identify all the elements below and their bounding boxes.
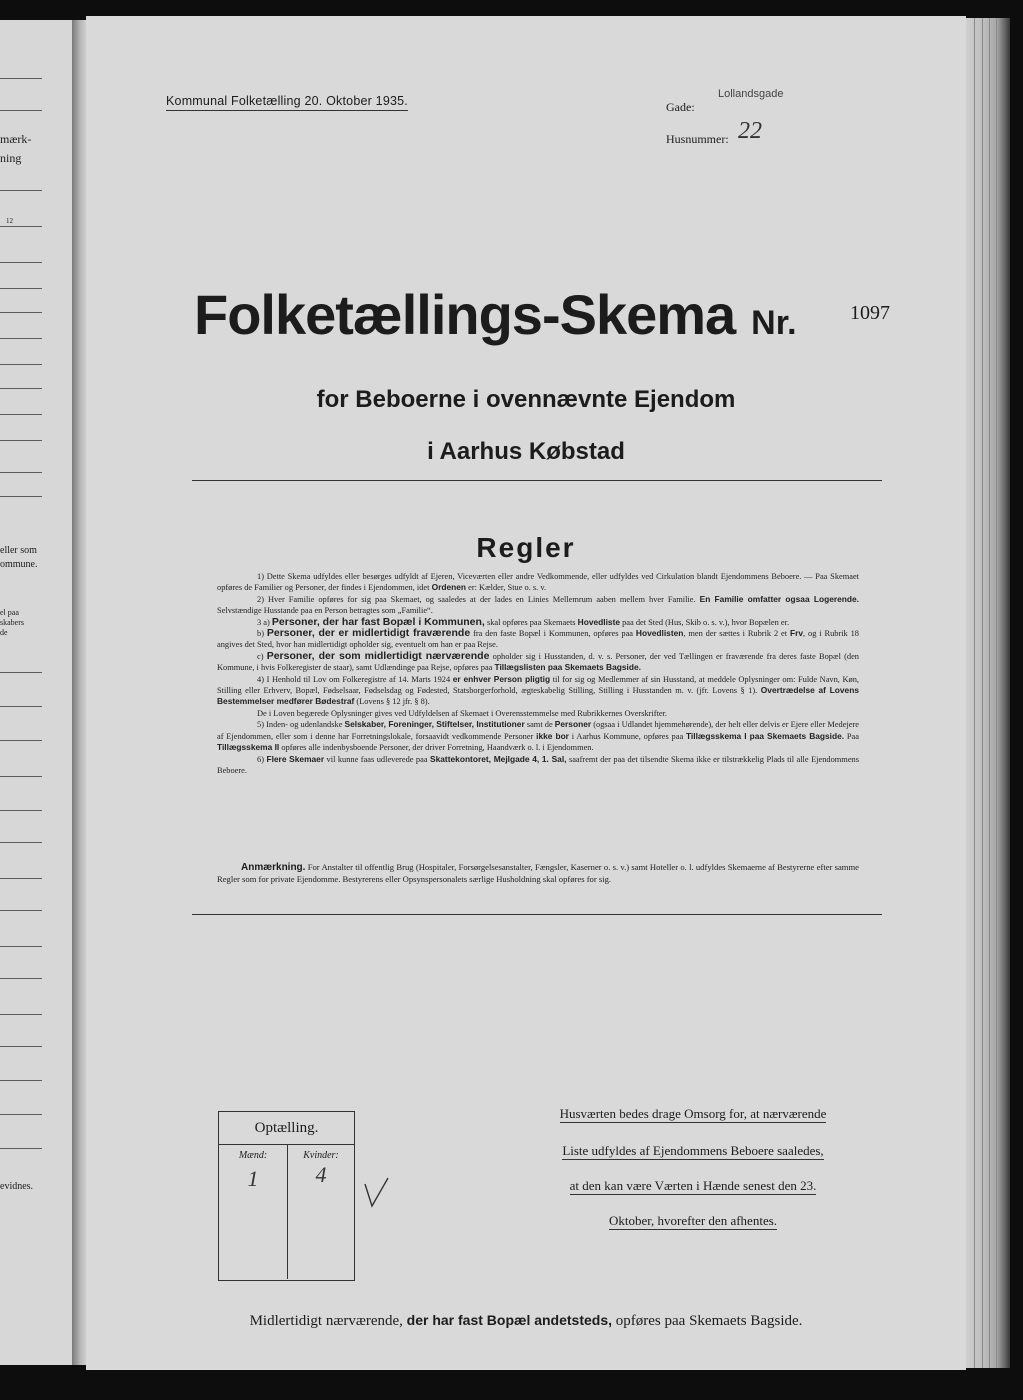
left-page-text: el paa xyxy=(0,608,19,617)
census-form-page xyxy=(86,16,966,1370)
rule-1: 1) Dette Skema udfyldes eller besørges udfyldt af Ejeren, Viceværten eller andre Vedkommende, eller udfyldes ved Cirkulation blandt Ejendommens Beboere. — Paa Skemaet opføres de Familier og Personer, der findes i Ejendommen, idet Ordenen er: Kælder, Stue o. s. v. xyxy=(217,572,859,593)
form-location: i Aarhus Købstad xyxy=(427,438,625,465)
street-value: Lollandsgade xyxy=(718,88,784,100)
rule-4: 4) I Henhold til Lov om Folkeregistre af 14. Marts 1924 er enhver Person pligtig til for sig og Medlemmer af sin Husstand, at meddele Oplysninger om: Fulde Navn, Køn, Stilling eller Erhverv, Bopæl, Fødselsaar, Fødselsdag og Fødested, Statsborgerforhold, ægteskabelig Stilling, Stilling i Husstanden m. v. (jfr. Lovens § 1). Overtrædelse af Lovens Bestemmelser medfører Bødestraf (Lovens § 12 jfr. § 8). xyxy=(217,673,860,707)
divider xyxy=(192,480,882,481)
ruled-line xyxy=(0,910,42,911)
left-page-text: de xyxy=(0,628,8,637)
women-label: Kvinder: xyxy=(303,1150,339,1161)
left-page-text: skabers xyxy=(0,618,24,627)
ruled-line xyxy=(0,288,42,289)
divider xyxy=(192,914,882,915)
ruled-line xyxy=(0,1114,42,1115)
form-subtitle: for Beboerne i ovennævnte Ejendom xyxy=(316,386,736,413)
ruled-line xyxy=(0,262,42,263)
left-page-text: mærk- xyxy=(0,132,32,146)
ruled-line xyxy=(0,312,42,313)
check-mark-icon xyxy=(362,1176,392,1212)
annotation-note xyxy=(217,862,859,885)
ruled-line xyxy=(0,878,42,879)
ruled-line xyxy=(0,190,42,191)
rule-3b: b) Personer, der er midlertidigt fraværende fra den faste Bopæl i Kommunen, opføres paa Hovedlisten, men der sættes i Rubrik 2 et Frv, og i Rubrik 18 angives det Sted, hvor han midlertidigt opholder sig, eventuelt om han er paa Rejse. xyxy=(217,627,859,650)
ruled-line xyxy=(0,1148,42,1149)
left-page-text: 12 xyxy=(6,217,13,225)
count-title: Optælling. xyxy=(219,1112,354,1145)
ruled-line xyxy=(0,496,42,497)
ruled-line xyxy=(0,672,42,673)
footer-note: Midlertidigt nærværende, der har fast Bopæl andetsteds, opføres paa Skemaets Bagside. xyxy=(249,1312,803,1329)
form-number-label: Nr. xyxy=(751,304,797,342)
house-number-value: 22 xyxy=(738,118,762,144)
left-facing-page xyxy=(0,20,73,1365)
rules-heading: Regler xyxy=(476,532,576,563)
host-note-line: Husværten bedes drage Omsorg for, at nærværende xyxy=(559,1106,827,1121)
rule-4-cont: De i Loven begærede Oplysninger gives ved Udfyldelsen af Skemaet i Overensstemmelse med Rubrikkernes Overskrifter. xyxy=(257,708,668,718)
rule-6: 6) Flere Skemaer vil kunne faas udleverede paa Skattekontoret, Mejlgade 4, 1. Sal, saafremt der paa det tilsendte Skema ikke er tilstrækkelig Plads til alle Ejendommens Beboere. xyxy=(217,753,859,775)
ruled-line xyxy=(0,440,42,441)
ruled-line xyxy=(0,740,42,741)
left-page-text: ommune. xyxy=(0,559,38,570)
house-number-label: Husnummer: xyxy=(666,132,729,146)
ruled-line xyxy=(0,1046,42,1047)
census-header: Kommunal Folketælling 20. Oktober 1935. xyxy=(166,94,408,111)
ruled-line xyxy=(0,978,42,979)
left-page-text: eller som xyxy=(0,545,37,556)
annotation-heading: Anmærkning. xyxy=(241,862,306,873)
ruled-line xyxy=(0,414,42,415)
form-title-main: Folketællings-Skema xyxy=(194,283,736,346)
ruled-line xyxy=(0,78,42,79)
ruled-line xyxy=(0,946,42,947)
rule-3a: 3 a) Personer, der har fast Bopæl i Kommunen, skal opføres paa Skemaets Hovedliste paa det Sted (Hus, Skib o. s. v.), hvor Bopælen er. xyxy=(257,615,790,628)
form-title xyxy=(194,282,797,347)
ruled-line xyxy=(0,338,42,339)
ruled-line xyxy=(0,388,42,389)
left-page-text: ning xyxy=(0,151,22,165)
street-label: Gade: xyxy=(666,100,695,114)
host-note-line: at den kan være Værten i Hænde senest den 23. xyxy=(569,1178,817,1193)
form-number-value: 1097 xyxy=(850,302,890,324)
rule-2: 2) Hver Familie opføres for sig paa Skemaet, og saaledes at der lades en Linies Mellemrum aaben mellem hver Familie. En Familie omfatter ogsaa Logerende. Selvstændige Husstande paa en Person betragtes som „Familie“. xyxy=(217,593,860,616)
ruled-line xyxy=(0,110,42,111)
host-note-line: Oktober, hvorefter den afhentes. xyxy=(608,1213,778,1228)
men-count: 1 xyxy=(247,1166,259,1191)
host-note-line: Liste udfyldes af Ejendommens Beboere saaledes, xyxy=(562,1143,824,1158)
men-label: Mænd: xyxy=(238,1150,268,1161)
ruled-line xyxy=(0,364,42,365)
ruled-line xyxy=(0,810,42,811)
annotation-text: For Anstalter til offentlig Brug (Hospitaler, Forsørgelsesanstalter, Fængsler, Kaserner o. s. v.) samt Hoteller o. l. udfyldes Skemaerne af Bestyrerne efter samme Regler som for private Ejendomme. Bestyrerens eller Opsynspersonalets særlige Husholdning skal opføres for sig. xyxy=(217,862,859,884)
book-gutter xyxy=(72,20,86,1365)
rule-3c: c) Personer, der som midlertidigt nærværende opholder sig i Husstanden, d. v. s. Personer, der ved Tællingen er fraværende fra deres faste Bopæl (den Kommune, i hvis Folkeregister de staar), samt Udlændinge paa Rejse, opføres paa Tillægslisten paa Skemaets Bagside. xyxy=(217,649,859,673)
ruled-line xyxy=(0,226,42,227)
women-count: 4 xyxy=(315,1162,327,1187)
ruled-line xyxy=(0,472,42,473)
left-page-text: evidnes. xyxy=(0,1181,34,1192)
ruled-line xyxy=(0,1014,42,1015)
rules-text xyxy=(217,571,859,776)
count-box xyxy=(218,1111,355,1281)
ruled-line xyxy=(0,776,42,777)
ruled-line xyxy=(0,842,42,843)
rule-5: 5) Inden- og udenlandske Selskaber, Foreninger, Stiftelser, Institutioner samt de Personer (ogsaa i Udlandet hjemmehørende), der helt eller delvis er Ejere eller Medejere af Ejendommen, eller som i denne har Forretningslokale, forsaavidt vedkommende Personer ikke bor i Aarhus Kommune, opføres paa Tillægsskema I paa Skemaets Bagside. Paa Tillægsskema II opføres alle indenbysboende Personer, der driver Forretning, Haandværk o. l. i Ejendommen. xyxy=(217,719,859,753)
ruled-line xyxy=(0,1080,42,1081)
page-edge xyxy=(966,18,1010,1368)
ruled-line xyxy=(0,706,42,707)
